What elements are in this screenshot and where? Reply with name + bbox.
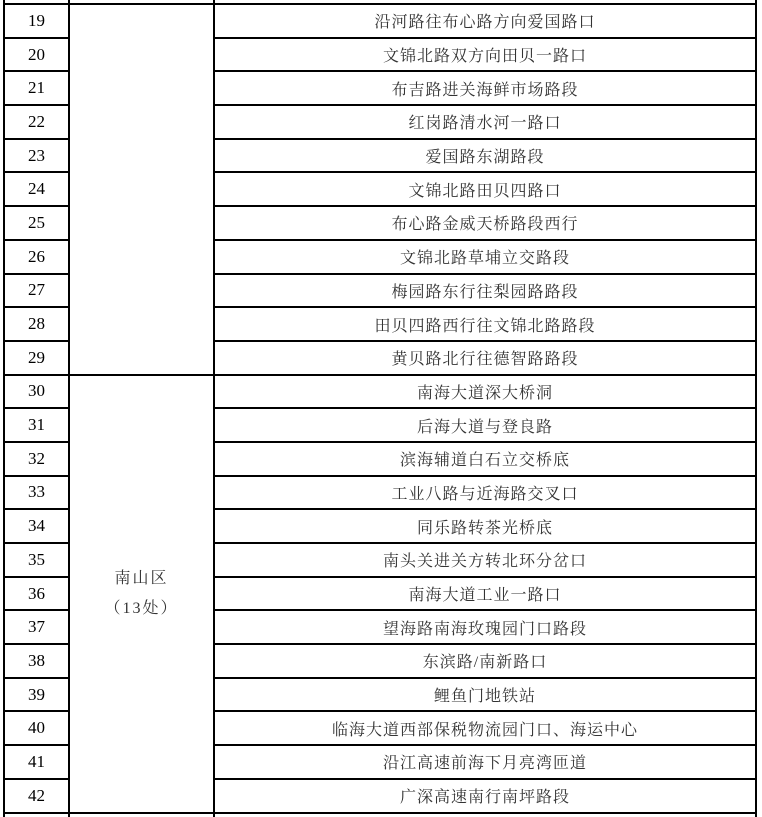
partial-cell: [4, 813, 69, 817]
location-cell: 望海路南海玫瑰园门口路段: [214, 610, 756, 644]
partial-cell: [69, 813, 214, 817]
row-number: 27: [4, 274, 69, 308]
row-number: 32: [4, 442, 69, 476]
district-cell-empty: [69, 4, 214, 375]
location-cell: 滨海辅道白石立交桥底: [214, 442, 756, 476]
row-number: 28: [4, 307, 69, 341]
row-number: 31: [4, 408, 69, 442]
row-number: 36: [4, 577, 69, 611]
flood-prone-roads-table: [3, 0, 757, 817]
district-name: 南山区: [114, 569, 169, 587]
row-number: 39: [4, 678, 69, 712]
row-number: 30: [4, 375, 69, 409]
row-number: 20: [4, 38, 69, 72]
location-cell: 黄贝路北行往德智路路段: [214, 341, 756, 375]
location-cell: 东滨路/南新路口: [214, 644, 756, 678]
partial-cell: [214, 813, 756, 817]
row-number: 38: [4, 644, 69, 678]
partial-row-bottom: [4, 813, 756, 817]
row-number: 19: [4, 4, 69, 38]
district-count: （13处）: [104, 599, 179, 617]
location-cell: 南海大道深大桥洞: [214, 375, 756, 409]
row-number: 29: [4, 341, 69, 375]
row-number: 26: [4, 240, 69, 274]
row-number: 21: [4, 71, 69, 105]
location-cell: 南头关进关方转北环分岔口: [214, 543, 756, 577]
location-cell: 沿江高速前海下月亮湾匝道: [214, 745, 756, 779]
row-number: 33: [4, 476, 69, 510]
location-cell: 广深高速南行南坪路段: [214, 779, 756, 813]
location-cell: 沿河路往布心路方向爱国路口: [214, 4, 756, 38]
row-number: 37: [4, 610, 69, 644]
location-cell: 文锦北路双方向田贝一路口: [214, 38, 756, 72]
location-cell: 文锦北路田贝四路口: [214, 172, 756, 206]
row-number: 35: [4, 543, 69, 577]
row-number: 40: [4, 711, 69, 745]
table-row: [4, 375, 756, 409]
location-cell: 文锦北路草埔立交路段: [214, 240, 756, 274]
location-cell: 后海大道与登良路: [214, 408, 756, 442]
row-number: 22: [4, 105, 69, 139]
row-number: 23: [4, 139, 69, 173]
district-cell: [69, 375, 214, 813]
row-number: 25: [4, 206, 69, 240]
location-cell: 鲤鱼门地铁站: [214, 678, 756, 712]
location-cell: 布心路金威天桥路段西行: [214, 206, 756, 240]
location-cell: 爱国路东湖路段: [214, 139, 756, 173]
location-cell: 同乐路转茶光桥底: [214, 509, 756, 543]
row-number: 42: [4, 779, 69, 813]
location-cell: 布吉路进关海鲜市场路段: [214, 71, 756, 105]
location-cell: 工业八路与近海路交叉口: [214, 476, 756, 510]
row-number: 34: [4, 509, 69, 543]
location-cell: 南海大道工业一路口: [214, 577, 756, 611]
location-cell: 红岗路清水河一路口: [214, 105, 756, 139]
table-row: [4, 4, 756, 38]
location-cell: 临海大道西部保税物流园门口、海运中心: [214, 711, 756, 745]
location-cell: 梅园路东行往梨园路路段: [214, 274, 756, 308]
location-cell: 田贝四路西行往文锦北路路段: [214, 307, 756, 341]
row-number: 24: [4, 172, 69, 206]
row-number: 41: [4, 745, 69, 779]
